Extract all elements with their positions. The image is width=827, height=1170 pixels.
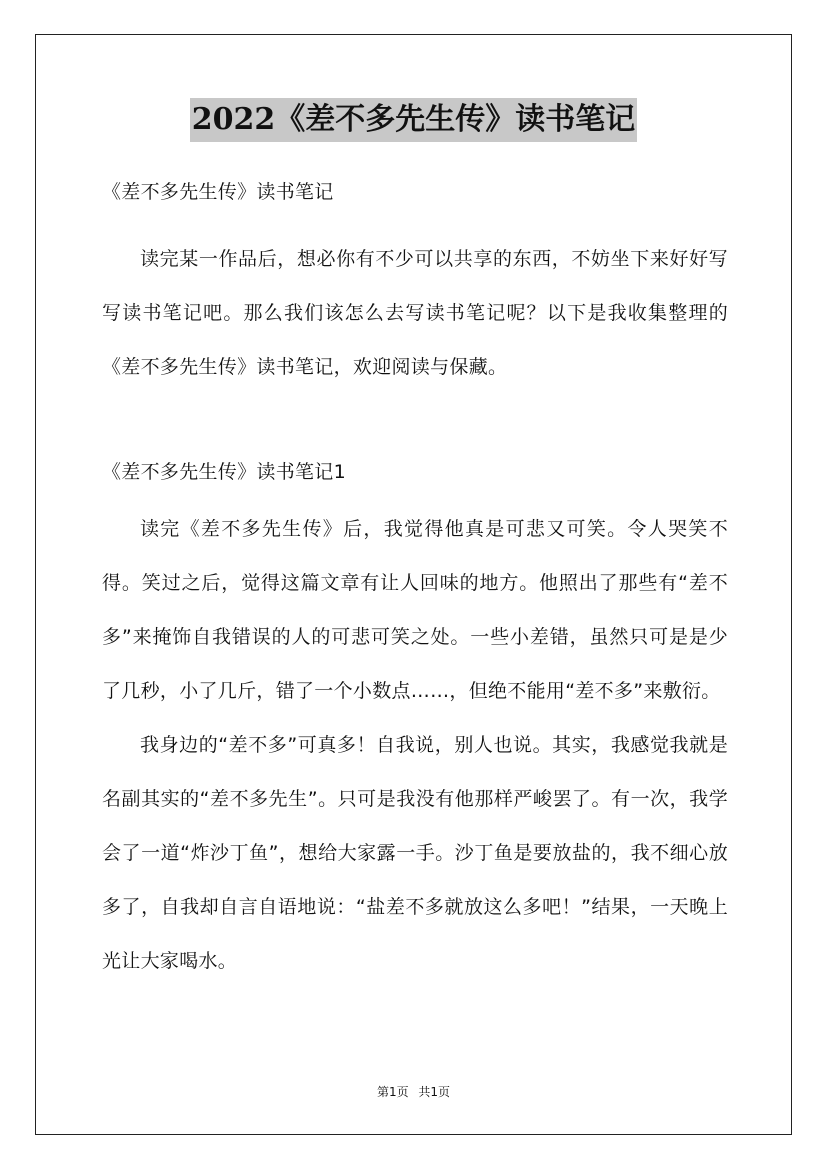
section-paragraph: 我身边的“差不多”可真多！自我说，别人也说。其实，我感觉我就是名副其实的“差不多先生”。只可是我没有他那样严峻罢了。有一次，我学会了一道“炸沙丁鱼”，想给大家露一手。沙丁鱼是要放盐的，我不细心放多了，自我却自言自语地说：“盐差不多就放这么多吧！”结果，一天晚上光让大家喝水。 (102, 734, 728, 972)
spacer (102, 394, 728, 452)
title-area (0, 98, 827, 142)
document-body (102, 172, 728, 988)
section-paragraph: 读完《差不多先生传》后，我觉得他真是可悲又可笑。令人哭笑不得。笑过之后，觉得这篇文章有让人回味的地方。他照出了那些有“差不多”来掩饰自我错误的人的可悲可笑之处。一些小差错，虽然只可是是少了几秒，小了几斤，错了一个小数点……，但绝不能用“差不多”来敷衍。 (102, 518, 728, 702)
intro-paragraph: 读完某一作品后，想必你有不少可以共享的东西，不妨坐下来好好写写读书笔记吧。那么我们该怎么去写读书笔记呢？以下是我收集整理的《差不多先生传》读书笔记，欢迎阅读与保藏。 (102, 248, 728, 378)
spacer (102, 492, 728, 502)
spacer (102, 212, 728, 232)
document-title: 2022《差不多先生传》读书笔记 (190, 98, 638, 142)
page-total: 共1页 (418, 1085, 451, 1099)
page-number: 第1页 (376, 1085, 409, 1099)
section-heading: 《差不多先生传》读书笔记1 (102, 461, 346, 483)
intro-heading: 《差不多先生传》读书笔记 (102, 181, 334, 203)
page-footer (0, 1083, 827, 1100)
